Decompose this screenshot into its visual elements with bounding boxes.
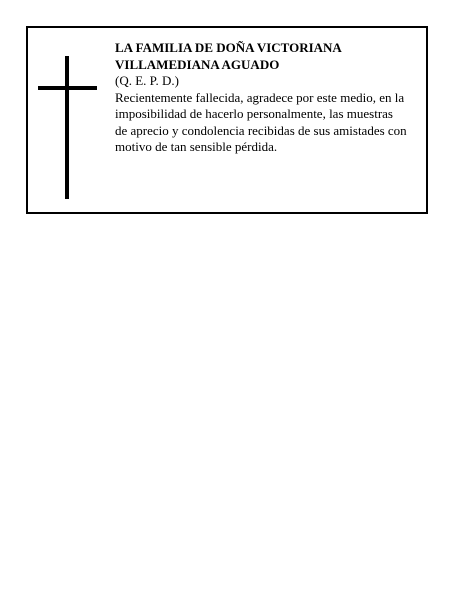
- cross-icon: [28, 28, 128, 212]
- cross-horizontal-bar: [38, 86, 97, 90]
- cross-vertical-bar: [65, 56, 69, 199]
- notice-heading: [115, 40, 425, 73]
- body-line: de aprecio y condolencia recibidas de sus amistades con: [115, 122, 407, 138]
- body-line: Recientemente fallecida, agradece por este medio, en la: [115, 89, 405, 105]
- body-line: motivo de tan sensible pérdida.: [115, 139, 278, 154]
- heading-line: VILLAMEDIANA AGUADO: [115, 56, 280, 72]
- notice-body: [115, 90, 425, 156]
- notice-text: [115, 40, 425, 156]
- rip-abbreviation: (Q. E. P. D.): [115, 73, 179, 88]
- body-line: imposibilidad de hacerlo personalmente, las muestras: [115, 106, 393, 121]
- heading-line: LA FAMILIA DE DOÑA VICTORIANA: [115, 40, 342, 55]
- obituary-notice: [26, 26, 428, 214]
